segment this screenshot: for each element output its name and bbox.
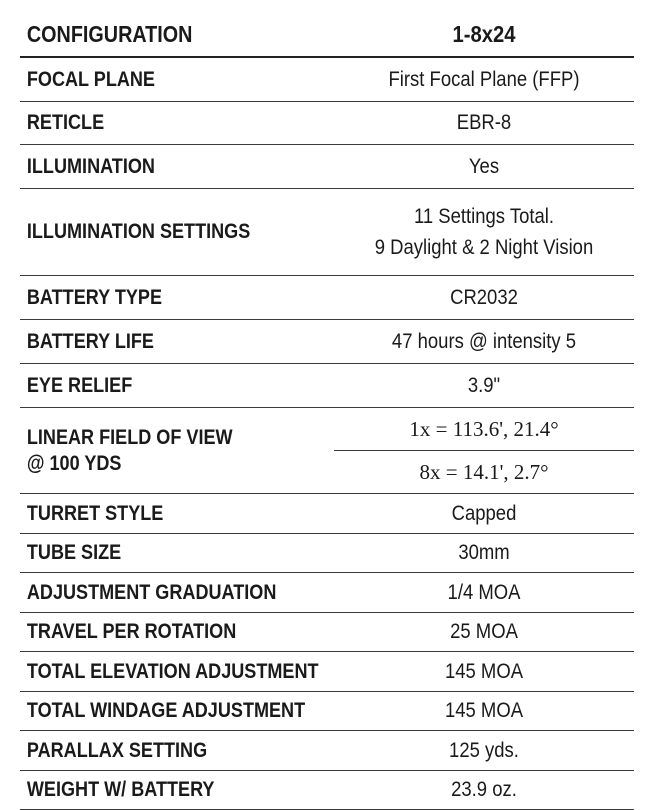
spec-label: TOTAL ELEVATION ADJUSTMENT — [26, 659, 319, 683]
spec-label: TUBE SIZE — [26, 541, 122, 564]
spec-value: 145 MOA — [444, 659, 524, 683]
spec-label: BATTERY LIFE — [26, 329, 154, 353]
table-row — [20, 58, 634, 102]
spec-value: 3.9" — [467, 373, 501, 397]
table-row — [20, 731, 634, 771]
spec-value-split — [334, 408, 634, 493]
specs-table — [20, 12, 634, 810]
table-row — [20, 692, 634, 731]
table-row — [20, 534, 634, 573]
spec-value: 1/4 MOA — [447, 580, 521, 604]
table-row — [20, 652, 634, 692]
spec-value: 125 yds. — [449, 738, 519, 762]
table-header-row — [20, 12, 634, 58]
spec-label: PARALLAX SETTING — [26, 738, 208, 762]
spec-value: CR2032 — [450, 285, 518, 309]
table-row — [20, 276, 634, 320]
spec-label: ILLUMINATION SETTINGS — [26, 220, 251, 243]
table-row — [20, 573, 634, 613]
table-row — [20, 102, 634, 145]
spec-value-8x: 8x = 14.1', 2.7° — [419, 459, 549, 484]
spec-value: 30mm — [458, 541, 510, 564]
spec-label: RETICLE — [26, 111, 105, 134]
spec-label: CONFIGURATION — [26, 21, 193, 47]
spec-label: BATTERY TYPE — [26, 285, 163, 309]
spec-label-line: @ 100 YDS — [26, 451, 122, 475]
spec-label: ADJUSTMENT GRADUATION — [26, 580, 277, 604]
spec-value-line: 9 Daylight & 2 Night Vision — [374, 236, 594, 259]
table-row — [20, 494, 634, 534]
table-row — [20, 408, 634, 494]
table-row — [20, 771, 634, 810]
spec-label: TOTAL WINDAGE ADJUSTMENT — [26, 699, 306, 722]
spec-label-line: LINEAR FIELD OF VIEW — [26, 425, 233, 449]
spec-value: 145 MOA — [444, 699, 524, 722]
spec-value-1x: 1x = 113.6', 21.4° — [334, 408, 634, 451]
table-row — [20, 189, 634, 276]
table-row — [20, 364, 634, 408]
spec-value: EBR-8 — [456, 111, 512, 134]
spec-value — [352, 201, 616, 263]
spec-label: WEIGHT W/ BATTERY — [26, 778, 215, 801]
spec-value: 47 hours @ intensity 5 — [391, 329, 577, 353]
spec-label: FOCAL PLANE — [26, 67, 155, 91]
spec-value: First Focal Plane (FFP) — [388, 67, 580, 91]
table-row — [20, 145, 634, 189]
table-row — [20, 613, 634, 652]
spec-label: EYE RELIEF — [26, 373, 133, 397]
table-row — [20, 320, 634, 364]
spec-label — [20, 408, 290, 493]
spec-value: Yes — [468, 154, 500, 178]
spec-value: Capped — [451, 501, 517, 525]
spec-value: 1-8x24 — [452, 21, 516, 47]
spec-label: TRAVEL PER ROTATION — [26, 620, 237, 643]
spec-value-line: 11 Settings Total. — [413, 205, 555, 228]
spec-value: 23.9 oz. — [451, 778, 517, 801]
spec-label: TURRET STYLE — [26, 501, 164, 525]
spec-value: 25 MOA — [450, 620, 518, 643]
spec-label: ILLUMINATION — [26, 154, 155, 178]
